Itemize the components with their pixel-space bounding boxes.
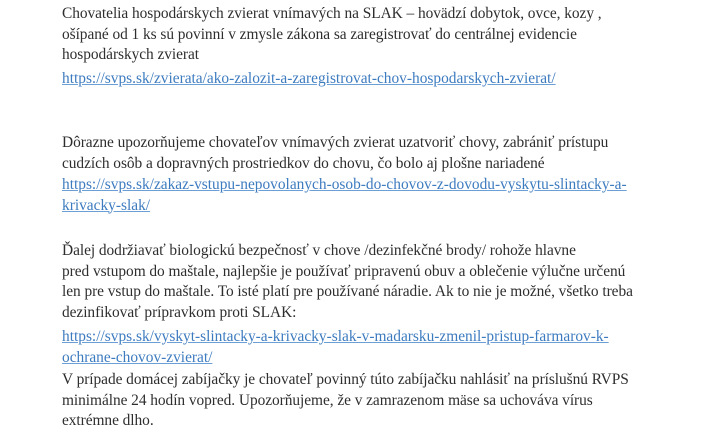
link-register-farm[interactable] [62, 69, 556, 90]
text-line: V prípade domácej zabíjačky je chovateľ povinný túto zabíjačku nahlásiť na príslušnú RVPS [62, 371, 629, 388]
link-text[interactable]: https://svps.sk/vyskyt-slintacky-a-krivacky-slak-v-madarsku-zmenil-pristup-farmarov-k- [62, 328, 609, 345]
paragraph-slaughter-notice [62, 370, 662, 432]
link-entry-ban[interactable] [62, 175, 627, 216]
text-line: minimálne 24 hodín vopred. Upozorňujeme, že v zamrazenom mäse sa uchováva vírus [62, 391, 593, 409]
text-line: Chovatelia hospodárskych zvierat vnímavých na SLAK – hovädzí dobytok, ovce, kozy , [62, 5, 602, 22]
link-text[interactable]: krivacky-slak/ [62, 196, 151, 214]
link-hungary-outbreak[interactable] [62, 327, 609, 368]
link-text[interactable]: ochrane-chovov-zvierat/ [62, 348, 213, 366]
text-line: extrémne dlho. [62, 412, 154, 429]
text-line: cudzích osôb a dopravných prostriedkov do chovu, čo bolo aj plošne nariadené [62, 154, 545, 172]
paragraph-biosecurity [62, 241, 662, 323]
text-line: dezinfikovať prípravkom proti SLAK: [62, 303, 297, 321]
text-line: hospodárskych zvierat [62, 46, 199, 63]
text-line: pred vstupom do maštale, najlepšie je používať pripravenú obuv a oblečenie výlučne určenú [62, 262, 626, 280]
text-line: len pre vstup do maštale. To isté platí pre používané náradie. Ak to nie je možné, všetko treba [62, 283, 633, 300]
paragraph-close-farms [62, 133, 662, 174]
text-line: Dôrazne upozorňujeme chovateľov vnímavých zvierat uzatvoriť chovy, zabrániť prístupu [62, 134, 609, 151]
text-line: ošípané od 1 ks sú povinní v zmysle zákona sa zaregistrovať do centrálnej evidencie [62, 25, 577, 43]
link-text[interactable]: https://svps.sk/zakaz-vstupu-nepovolanych-osob-do-chovov-z-dovodu-vyskytu-slintacky-a- [62, 176, 627, 193]
text-line: Ďalej dodržiavať biologickú bezpečnosť v chove /dezinfekčné brody/ rohože hlavne [62, 242, 576, 259]
link-text[interactable]: https://svps.sk/zvierata/ako-zalozit-a-zaregistrovat-chov-hospodarskych-zvierat/ [62, 70, 556, 87]
paragraph-registration [62, 4, 662, 66]
